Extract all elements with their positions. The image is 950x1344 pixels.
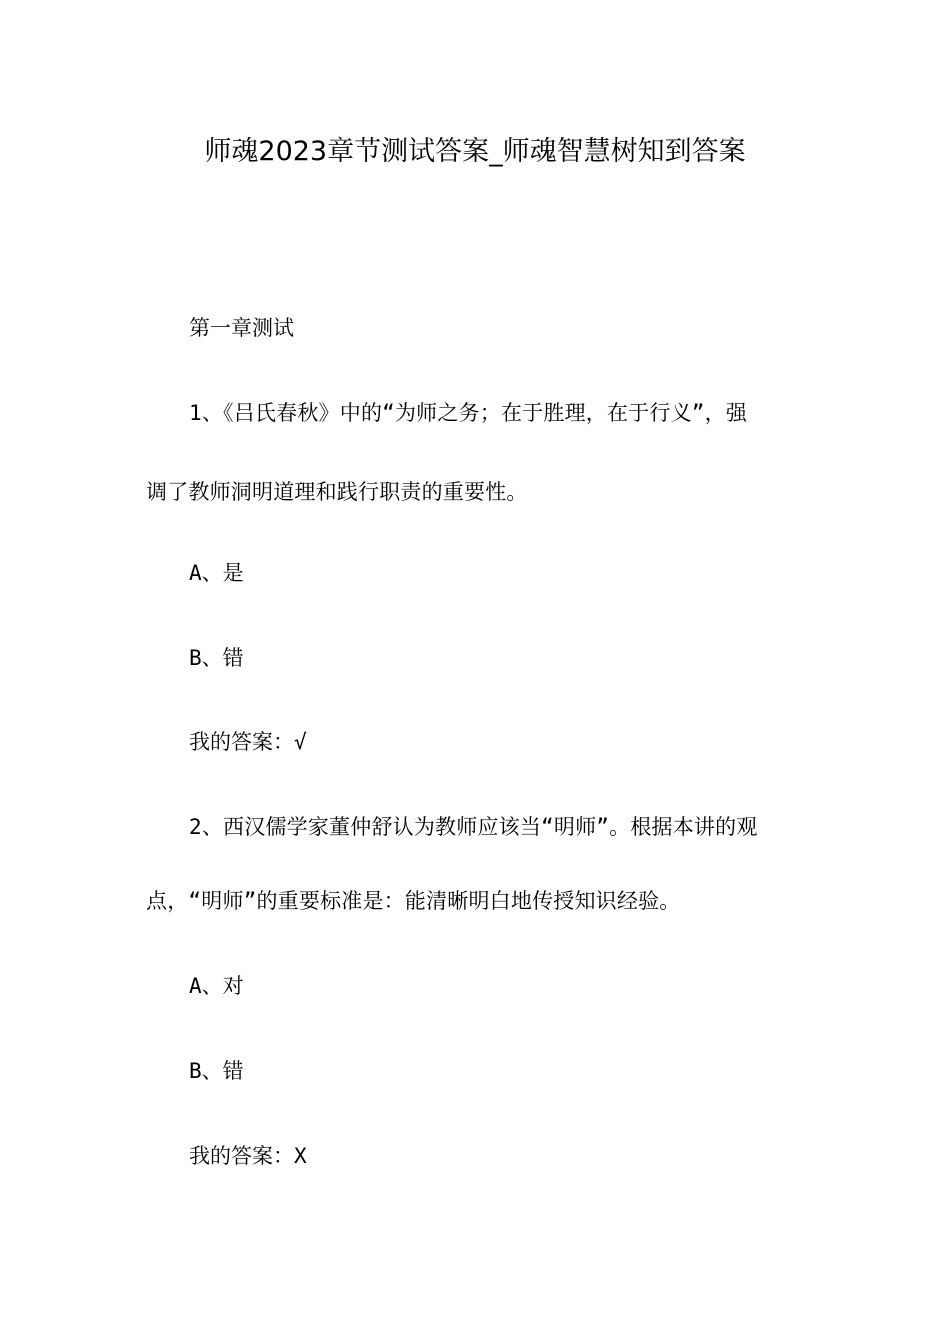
question-1-option-b: B、错 <box>189 646 244 670</box>
question-2-option-a: A、对 <box>189 974 244 998</box>
question-2-my-answer: 我的答案：X <box>189 1144 307 1168</box>
question-1-text-line-2: 调了教师洞明道理和践行职责的重要性。 <box>146 480 528 504</box>
chapter-heading: 第一章测试 <box>189 316 294 340</box>
question-1-text-line-1: 1、《吕氏春秋》中的“为师之务；在于胜理，在于行义”，强 <box>189 401 748 425</box>
document-title: 师魂2023章节测试答案_师魂智慧树知到答案 <box>204 136 746 167</box>
question-1-option-a: A、是 <box>189 561 244 585</box>
question-2-text-line-2: 点，“明师”的重要标准是：能清晰明白地传授知识经验。 <box>146 889 681 913</box>
question-2-option-b: B、错 <box>189 1059 244 1083</box>
question-2-text-line-1: 2、西汉儒学家董仲舒认为教师应该当“明师”。根据本讲的观 <box>189 815 758 839</box>
question-1-my-answer: 我的答案：√ <box>189 730 307 754</box>
